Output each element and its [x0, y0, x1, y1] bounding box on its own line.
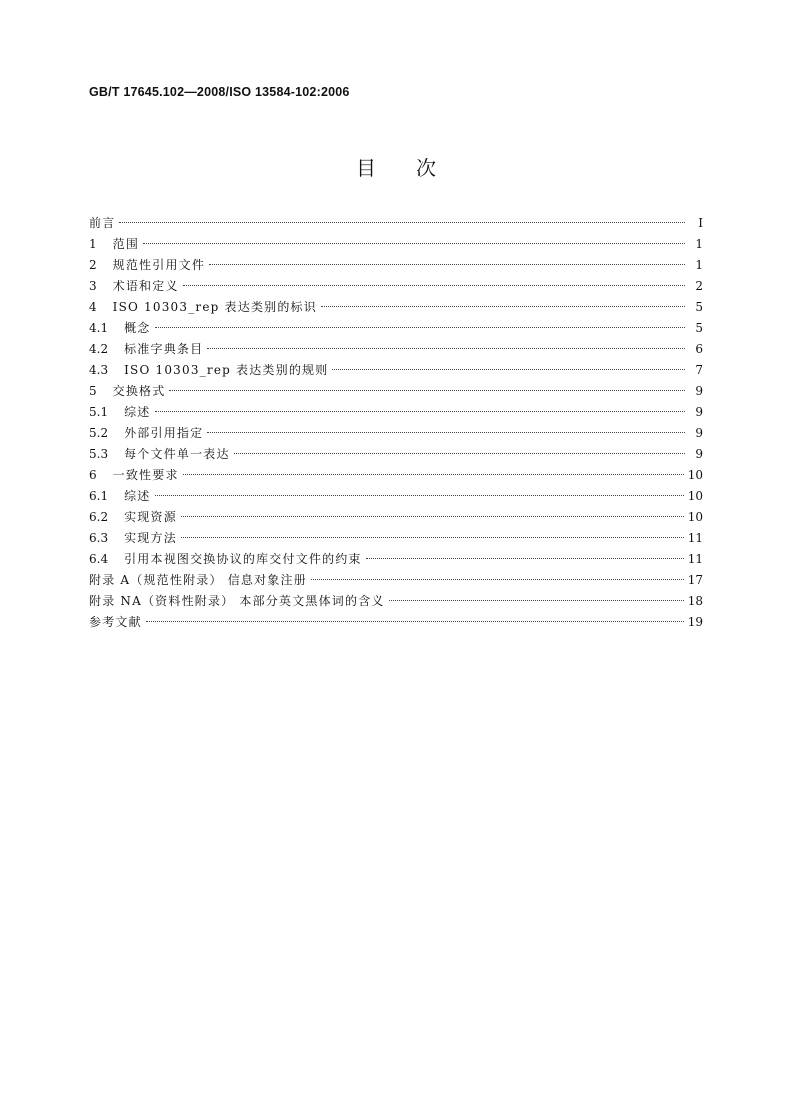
toc-leader-dots	[366, 558, 684, 559]
toc-leader-dots	[169, 390, 685, 391]
toc-leader-dots	[155, 327, 686, 328]
toc-leader-dots	[332, 369, 685, 370]
toc-entry-label: 附录 NA（资料性附录） 本部分英文黑体词的含义	[89, 594, 385, 608]
toc-entry	[89, 465, 703, 486]
toc-entry-label: 每个文件单一表达	[124, 447, 230, 461]
toc-entry-number: 2	[89, 258, 97, 272]
toc-entry-label: 综述	[124, 405, 151, 419]
toc-leader-dots	[143, 243, 685, 244]
toc-entry-page: 11	[687, 531, 703, 545]
toc-entry-number: 6.4	[89, 552, 109, 566]
toc-leader-dots	[155, 411, 686, 412]
toc-entry-label: 综述	[124, 489, 151, 503]
toc-entry-label: 范围	[112, 237, 140, 251]
toc-entry-label: 概念	[124, 321, 151, 335]
toc-entry-label: 一致性要求	[112, 468, 179, 482]
toc-entry-page: 10	[687, 468, 703, 482]
toc-entry-number: 5	[89, 384, 97, 398]
toc-entry-page: 9	[695, 405, 703, 419]
page-title: 目次	[356, 156, 476, 180]
toc-entry-label: 实现资源	[124, 510, 177, 524]
toc-entry-number: 5.2	[89, 426, 109, 440]
toc-entry-page: 1	[695, 237, 703, 251]
toc-entry	[89, 213, 703, 234]
toc-leader-dots	[389, 600, 684, 601]
toc-entry-label: 规范性引用文件	[112, 258, 206, 272]
toc-entry-label: 参考文献	[89, 615, 142, 629]
toc-entry-page: 5	[695, 300, 703, 314]
toc-entry-number: 3	[89, 279, 97, 293]
toc-entry-page: 7	[695, 363, 703, 377]
toc-leader-dots	[181, 537, 684, 538]
toc-entry	[89, 591, 703, 612]
toc-leader-dots	[207, 348, 685, 349]
table-of-contents	[89, 213, 703, 633]
toc-entry-number: 4.3	[89, 363, 109, 377]
toc-entry-number: 5.3	[89, 447, 109, 461]
toc-entry	[89, 423, 703, 444]
toc-entry-number: 6	[89, 468, 97, 482]
toc-entry-page: 18	[687, 594, 703, 608]
toc-entry-page: Ⅰ	[698, 216, 703, 230]
toc-entry	[89, 444, 703, 465]
toc-entry-page: 10	[687, 489, 703, 503]
toc-entry	[89, 612, 703, 633]
toc-entry-page: 10	[687, 510, 703, 524]
toc-leader-dots	[183, 474, 684, 475]
toc-entry-label: 引用本视图交换协议的库交付文件的约束	[124, 552, 362, 566]
toc-entry-number: 5.1	[89, 405, 109, 419]
toc-entry-number: 6.3	[89, 531, 109, 545]
toc-entry	[89, 486, 703, 507]
toc-entry-page: 2	[695, 279, 703, 293]
toc-entry-number: 6.2	[89, 510, 109, 524]
toc-leader-dots	[119, 222, 685, 223]
toc-entry-label: 交换格式	[112, 384, 166, 398]
toc-entry-page: 11	[687, 552, 703, 566]
toc-entry-number: 4.2	[89, 342, 109, 356]
toc-entry	[89, 360, 703, 381]
toc-entry-number: 1	[89, 237, 97, 251]
toc-entry-page: 9	[695, 384, 703, 398]
toc-entry-page: 5	[695, 321, 703, 335]
toc-leader-dots	[321, 306, 685, 307]
toc-entry	[89, 297, 703, 318]
toc-entry	[89, 549, 703, 570]
toc-entry-label: ISO 10303_rep 表达类别的规则	[124, 363, 329, 377]
toc-entry-label: 实现方法	[124, 531, 177, 545]
toc-entry	[89, 528, 703, 549]
toc-entry-label: 前言	[89, 216, 116, 230]
toc-entry	[89, 381, 703, 402]
toc-entry	[89, 570, 703, 591]
toc-entry	[89, 255, 703, 276]
toc-entry-label: 标准字典条目	[124, 342, 204, 356]
toc-leader-dots	[183, 285, 685, 286]
toc-entry	[89, 276, 703, 297]
toc-entry-page: 19	[687, 615, 703, 629]
toc-leader-dots	[234, 453, 685, 454]
toc-entry	[89, 507, 703, 528]
toc-leader-dots	[209, 264, 685, 265]
toc-entry-number: 4.1	[89, 321, 109, 335]
toc-entry	[89, 318, 703, 339]
toc-entry-number: 6.1	[89, 489, 109, 503]
toc-entry	[89, 402, 703, 423]
toc-entry-label: 术语和定义	[112, 279, 179, 293]
toc-entry-page: 9	[695, 447, 703, 461]
toc-entry-page: 17	[687, 573, 703, 587]
toc-entry-label: 附录 A（规范性附录） 信息对象注册	[89, 573, 307, 587]
toc-leader-dots	[181, 516, 684, 517]
standard-header: GB/T 17645.102—2008/ISO 13584-102:2006	[89, 85, 350, 99]
toc-entry	[89, 339, 703, 360]
toc-entry-page: 6	[695, 342, 703, 356]
toc-leader-dots	[155, 495, 684, 496]
toc-entry-label: 外部引用指定	[124, 426, 204, 440]
toc-leader-dots	[207, 432, 685, 433]
toc-entry-number: 4	[89, 300, 97, 314]
toc-leader-dots	[311, 579, 684, 580]
toc-entry-page: 9	[695, 426, 703, 440]
toc-entry-page: 1	[695, 258, 703, 272]
toc-leader-dots	[146, 621, 684, 622]
toc-entry	[89, 234, 703, 255]
toc-entry-label: ISO 10303_rep 表达类别的标识	[112, 300, 317, 314]
